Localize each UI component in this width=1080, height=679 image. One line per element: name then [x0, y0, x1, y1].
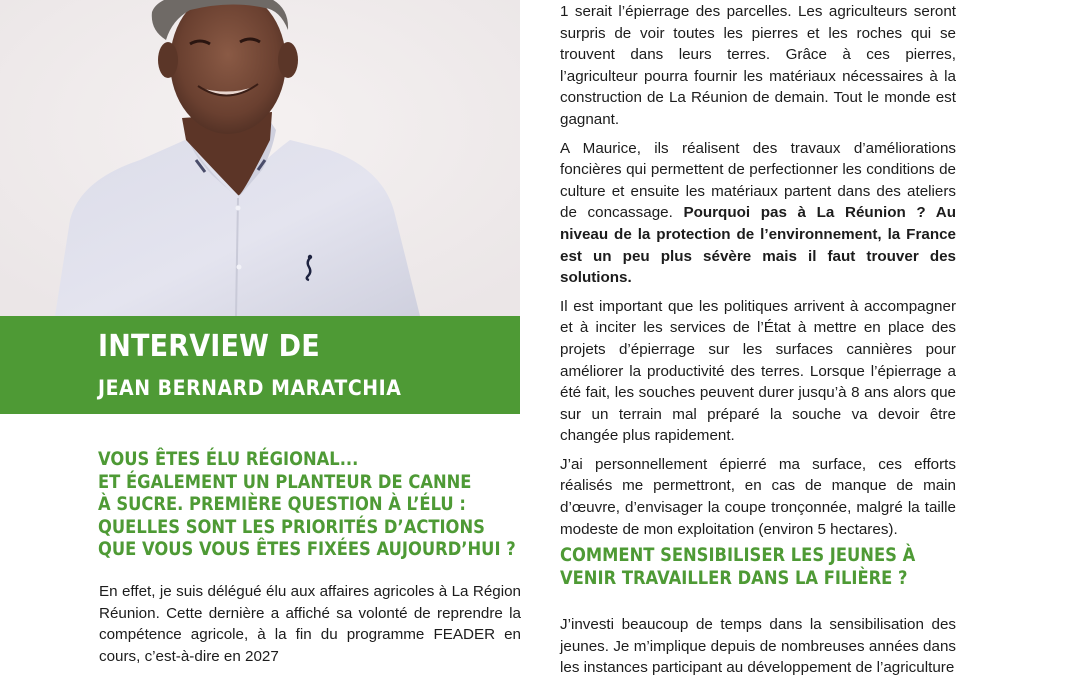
right-column-text: [560, 1, 956, 547]
interviewee-name: JEAN BERNARD MARATCHIA: [98, 376, 402, 400]
question-1-heading: [98, 448, 516, 561]
question-line: VENIR TRAVAILLER DANS LA FILIÈRE ?: [560, 566, 908, 589]
question-line: COMMENT SENSIBILISER LES JEUNES À: [560, 544, 916, 566]
question-line: QUELLES SONT LES PRIORITÉS D’ACTIONS: [98, 515, 485, 538]
paragraph-text: A Maurice, ils réalisent des travaux d’améliorations foncières qui permettent de perfectionner les conditions de culture et ensuite les matériaux partent dans des ateliers de concassage.: [560, 139, 956, 222]
question-line: À SUCRE. PREMIÈRE QUESTION À L’ÉLU :: [98, 493, 466, 515]
portrait-image: [0, 0, 520, 316]
paragraph: 1 serait l’épierrage des parcelles. Les agriculteurs seront surpris de voir toutes les pierres et les roches qui se trouvent dans leurs terres. Grâce à ces pierres, l’agriculteur pourra fournir les matériaux nécessaires à la construction de La Réunion de demain. Tout le monde est gagnant.: [560, 3, 956, 128]
question-1-answer: En effet, je suis délégué élu aux affaires agricoles à La Région Réunion. Cette dernière a affiché sa volonté de reprendre la compétence agricole, à la fin du programme FEADER en cours, c’est-à-dire en 2027: [99, 583, 521, 665]
portrait-photo: [0, 0, 520, 316]
question-line: VOUS ÊTES ÉLU RÉGIONAL...: [98, 448, 359, 470]
question-line: QUE VOUS VOUS ÊTES FIXÉES AUJOURD’HUI ?: [98, 538, 516, 560]
banner-title: INTERVIEW DE: [98, 329, 320, 364]
bold-quote: Pourquoi pas à La Réunion ? Au niveau de la protection de l’environnement, la France est un peu plus sévère mais il faut trouver des solutions.: [560, 204, 956, 287]
paragraph: [560, 138, 956, 289]
question-2-heading: [560, 544, 915, 589]
question-line: ET ÉGALEMENT UN PLANTEUR DE CANNE: [98, 470, 472, 493]
paragraph: Il est important que les politiques arrivent à accompagner et à inciter les services de l’État à mettre en place des projets d’épierrage sur les surfaces cannières pour améliorer la productivité des terres. Lorsque l’épierrage a été fait, les souches peuvent durer jusqu’à 8 ans alors que sur un terrain mal préparé la souche va devoir être changée plus rapidement.: [560, 297, 956, 445]
question-2-answer: J’investi beaucoup de temps dans la sensibilisation des jeunes. Je m’implique depuis de nombreuses années dans les instances participant au développement de l’agriculture: [560, 616, 956, 677]
paragraph: J’ai personnellement épierré ma surface, ces efforts réalisés me permettront, en cas de manque de main d’œuvre, d’envisager la coupe tronçonnée, malgré la taille modeste de mon exploitation (environ 5 hectares).: [560, 455, 956, 538]
